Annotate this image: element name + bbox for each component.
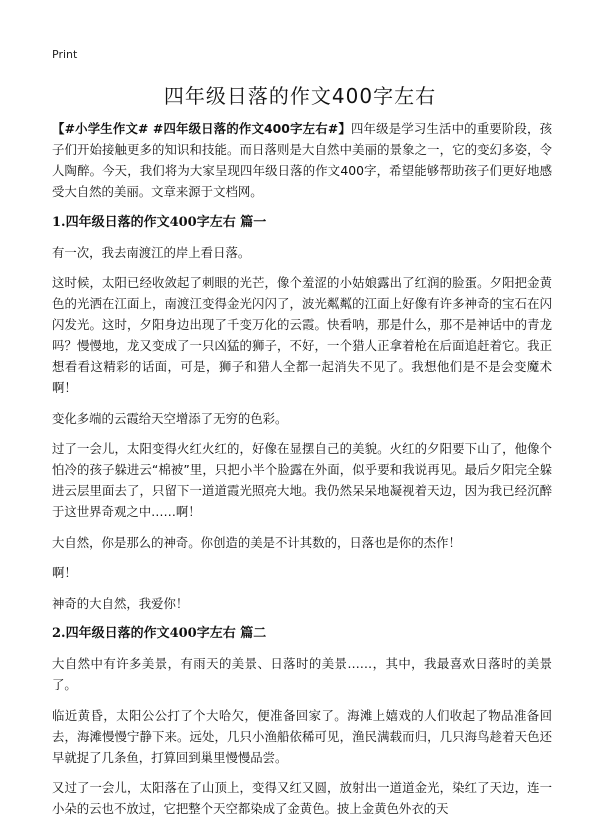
article-body [52,118,552,829]
intro-text: 四年级是学习生活中的重要阶段，孩子们开始接触更多的知识和技能。而日落则是大自然中美丽的景象之一，它的变幻多姿，令人陶醉。今天，我们将为大家呈现四年级日落的作文400字，希望能够帮助孩子们更好地感受大自然的美丽。文章来源于文档网。 [52,121,552,199]
intro-tags: 【#小学生作文# #四年级日落的作文400字左右#】 [52,121,351,136]
section-2-paragraph: 又过了一会儿，太阳落在了山顶上，变得又红又圆，放射出一道道金光，染红了天边，连一小朵的云也不放过，它把整个天空都染成了金黄色。披上金黄色外衣的天 [52,780,552,816]
section-2-paragraph: 大自然中有许多美景，有雨天的美景、日落时的美景……，其中，我最喜欢日落时的美景了。 [52,656,552,692]
section-1-paragraph: 过了一会儿，太阳变得火红火红的，好像在显摆自己的美貌。火红的夕阳要下山了，他像个怕冷的孩子躲进云“棉被”里，只把小半个脸露在外面，似乎要和我说再见。最后夕阳完全躲进云层里面去了，只留下一道道霞光照亮大地。我仍然呆呆地凝视着天边，因为我已经沉醉于这世界奇观之中……啊！ [52,441,552,519]
section-1-heading: 1.四年级日落的作文400字左右 篇一 [52,214,267,230]
section-2-paragraph: 临近黄昏，太阳公公打了个大哈欠，便准备回家了。海滩上嬉戏的人们收起了物品准备回去，海滩慢慢宁静下来。远处，几只小渔船依稀可见，渔民满载而归，几只海鸟趁着天色还早就捉了几条鱼，打算回到巢里慢慢品尝。 [52,707,552,765]
section-1-paragraph: 神奇的大自然，我爱你！ [52,595,189,611]
section-2-heading: 2.四年级日落的作文400字左右 篇二 [52,626,267,641]
page-title: 四年级日落的作文400字左右 [163,84,437,108]
print-label[interactable]: Print [52,48,78,61]
section-1-paragraph: 啊！ [52,565,77,580]
section-1-paragraph: 这时候，太阳已经收敛起了刺眼的光芒，像个羞涩的小姑娘露出了红润的脸蛋。夕阳把金黄色的光洒在江面上，南渡江变得金光闪闪了，波光粼粼的江面上好像有许多神奇的宝石在闪闪发光。这时，夕阳身边出现了千变万化的云霞。快看呐，那是什么，那不是神话中的青龙吗？慢慢地，龙又变成了一只凶猛的狮子，不好，一个猎人正拿着枪在后面追赶着它。我正想看看这精彩的话面，可是，狮子和猎人全都一起消失不见了。我想他们是不是会变魔术啊！ [52,275,552,395]
section-1-paragraph: 有一次，我去南渡江的岸上看日落。 [52,244,251,260]
section-1-paragraph: 变化多端的云霞给天空增添了无穷的色彩。 [52,410,288,426]
section-1-paragraph: 大自然，你是那么的神奇。你创造的美是不计其数的，日落也是你的杰作！ [52,534,461,550]
intro-paragraph [52,118,552,202]
